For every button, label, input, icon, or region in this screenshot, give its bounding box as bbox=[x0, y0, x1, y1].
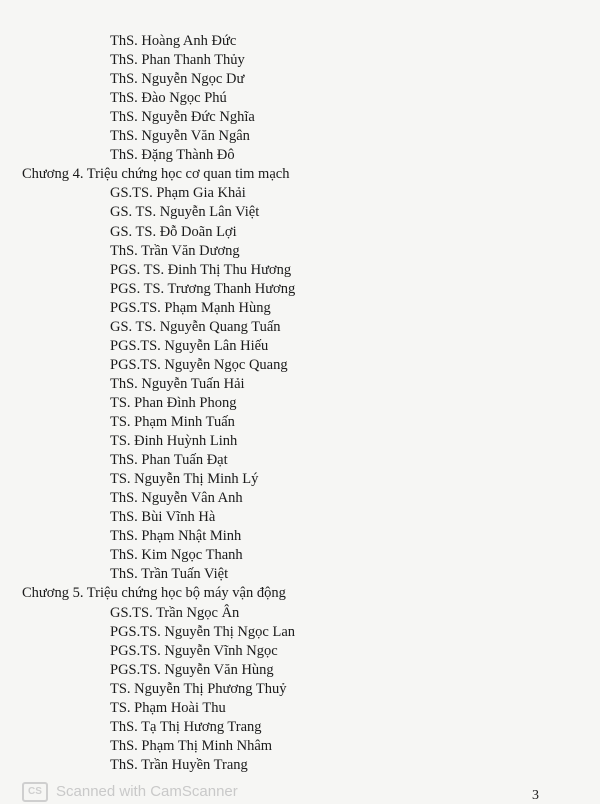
author-name: ThS. Bùi Vĩnh Hà bbox=[110, 509, 216, 526]
author-name: PGS.TS. Phạm Mạnh Hùng bbox=[110, 299, 271, 316]
author-name: ThS. Phạm Thị Minh Nhâm bbox=[110, 737, 273, 754]
author-name: PGS.TS. Nguyễn Thị Ngọc Lan bbox=[110, 623, 296, 640]
author-name: TS. Nguyễn Thị Phương Thuỷ bbox=[110, 680, 287, 697]
author-name: ThS. Kim Ngọc Thanh bbox=[110, 547, 243, 564]
chapter-heading: Chương 5. Triệu chứng học bộ máy vận động bbox=[22, 585, 286, 602]
author-name: ThS. Đặng Thành Đô bbox=[110, 147, 235, 164]
author-name: GS. TS. Nguyễn Quang Tuấn bbox=[110, 318, 281, 335]
author-name: GS. TS. Đỗ Doãn Lợi bbox=[110, 223, 237, 240]
author-name: ThS. Tạ Thị Hương Trang bbox=[110, 718, 262, 735]
author-name: ThS. Phan Thanh Thủy bbox=[110, 52, 245, 69]
author-name: TS. Nguyễn Thị Minh Lý bbox=[110, 471, 259, 488]
author-name: ThS. Trần Tuấn Việt bbox=[110, 566, 229, 583]
watermark-text: Scanned with CamScanner bbox=[56, 782, 238, 800]
author-name: ThS. Phan Tuấn Đạt bbox=[110, 452, 228, 469]
author-name: PGS.TS. Nguyễn Lân Hiếu bbox=[110, 337, 269, 354]
author-name: ThS. Hoàng Anh Đức bbox=[110, 33, 237, 49]
author-name: PGS. TS. Trương Thanh Hương bbox=[110, 280, 296, 297]
page-number: 3 bbox=[532, 788, 539, 803]
author-name: TS. Đinh Huỳnh Linh bbox=[110, 433, 238, 450]
author-name: GS.TS. Trần Ngọc Ân bbox=[110, 604, 240, 621]
author-name: TS. Phan Đình Phong bbox=[110, 394, 237, 411]
scanner-watermark bbox=[22, 782, 238, 802]
author-name: ThS. Phạm Nhật Minh bbox=[110, 528, 242, 545]
camscanner-logo-icon: CS bbox=[22, 782, 48, 802]
author-name: PGS.TS. Nguyễn Vĩnh Ngọc bbox=[110, 642, 278, 659]
author-name: ThS. Nguyễn Ngọc Dư bbox=[110, 71, 245, 88]
chapter-heading: Chương 4. Triệu chứng học cơ quan tim mạch bbox=[22, 166, 290, 183]
author-name: ThS. Nguyễn Vân Anh bbox=[110, 490, 243, 507]
author-name: PGS.TS. Nguyễn Văn Hùng bbox=[110, 661, 274, 678]
author-name: ThS. Đào Ngọc Phú bbox=[110, 90, 227, 107]
author-name: ThS. Nguyễn Văn Ngân bbox=[110, 128, 250, 145]
author-name: TS. Phạm Hoài Thu bbox=[110, 699, 226, 716]
author-name: GS. TS. Nguyễn Lân Việt bbox=[110, 204, 260, 221]
author-name: TS. Phạm Minh Tuấn bbox=[110, 414, 235, 430]
author-name: ThS. Trần Huyền Trang bbox=[110, 756, 248, 773]
author-name: ThS. Nguyễn Tuấn Hải bbox=[110, 375, 245, 392]
author-name: ThS. Trần Văn Dương bbox=[110, 242, 240, 259]
author-name: GS.TS. Phạm Gia Khải bbox=[110, 185, 246, 202]
author-name: PGS.TS. Nguyễn Ngọc Quang bbox=[110, 356, 288, 373]
author-name: PGS. TS. Đinh Thị Thu Hương bbox=[110, 261, 292, 278]
author-name: ThS. Nguyễn Đức Nghĩa bbox=[110, 109, 255, 126]
